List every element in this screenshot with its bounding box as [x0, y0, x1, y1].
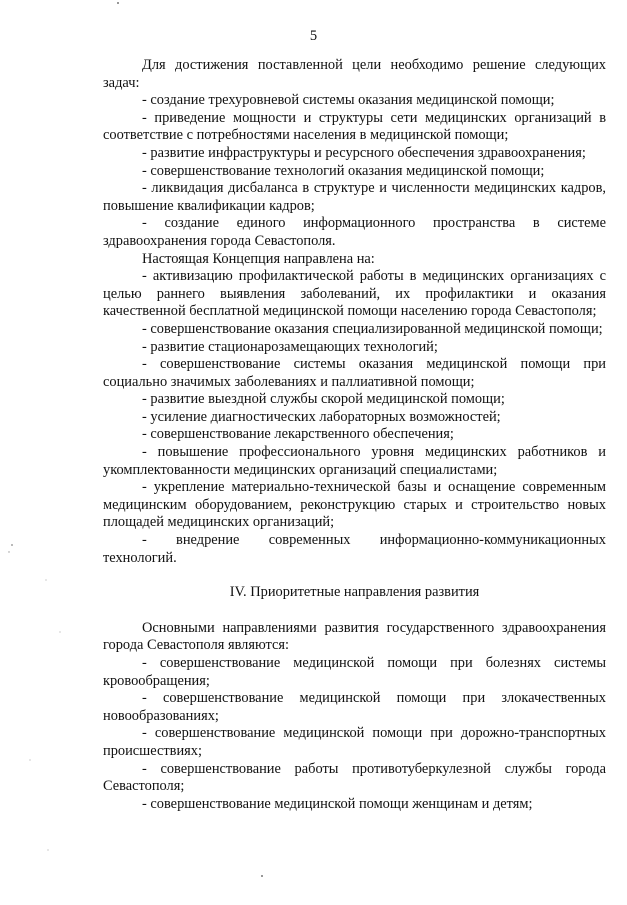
- paragraph: Основными направлениями развития государственного здравоохранения города Севастополя являются:: [103, 619, 606, 654]
- list-item: - развитие выездной службы скорой медицинской помощи;: [142, 391, 505, 408]
- list-item: - создание единого информационного пространства в системе здравоохранения города Севастополя.: [103, 215, 606, 249]
- list-item: - внедрение современных информационно-коммуникационных технологий.: [103, 532, 606, 566]
- list-item: - совершенствование работы противотуберкулезной службы города Севастополя;: [103, 760, 606, 795]
- page-number: 5: [309, 28, 318, 44]
- section-heading: IV. Приоритетные направления развития: [229, 584, 480, 601]
- list-item: - активизацию профилактической работы в медицинских организациях с целью раннего выявления заболеваний, их профилактики и оказания качественной бесплатной медицинской помощи населению города Севастополя;: [103, 268, 606, 320]
- list-item: - повышение профессионального уровня медицинских работников и укомплектованности медицинских организаций специалистами;: [103, 444, 606, 478]
- list-item: - совершенствование оказания специализированной медицинской помощи;: [142, 320, 603, 337]
- list-item: - совершенствование системы оказания медицинской помощи при социально значимых заболеваниях и паллиативной помощи;: [103, 356, 606, 390]
- list-item: - ликвидация дисбаланса в структуре и численности медицинских кадров, повышение квалификации кадров;: [103, 180, 606, 214]
- paragraph: Для достижения поставленной цели необходимо решение следующих задач:: [103, 57, 606, 91]
- paragraph: Настоящая Концепция направлена на:: [142, 250, 375, 267]
- list-item: - совершенствование медицинской помощи при злокачественных новообразованиях;: [103, 690, 606, 724]
- list-item: - развитие стационарозамещающих технологий;: [142, 338, 438, 355]
- list-item: - усиление диагностических лабораторных возможностей;: [142, 408, 501, 425]
- list-item: - приведение мощности и структуры сети медицинских организаций в соответствие с потребностями населения в медицинской помощи;: [103, 109, 606, 144]
- list-item: - укрепление материально-технической базы и оснащение современным медицинским оборудованием, реконструкцию старых и строительство новых площадей медицинских организаций;: [103, 479, 606, 531]
- list-item: - совершенствование лекарственного обеспечения;: [142, 426, 454, 443]
- list-item: - создание трехуровневой системы оказания медицинской помощи;: [142, 92, 555, 109]
- list-item: - совершенствование медицинской помощи при дорожно-транспортных происшествиях;: [103, 725, 606, 759]
- list-item: - совершенствование технологий оказания медицинской помощи;: [142, 162, 545, 179]
- list-item: - совершенствование медицинской помощи женщинам и детям;: [142, 795, 533, 812]
- list-item: - совершенствование медицинской помощи при болезнях системы кровообращения;: [103, 655, 606, 689]
- list-item: - развитие инфраструктуры и ресурсного обеспечения здравоохранения;: [142, 144, 586, 161]
